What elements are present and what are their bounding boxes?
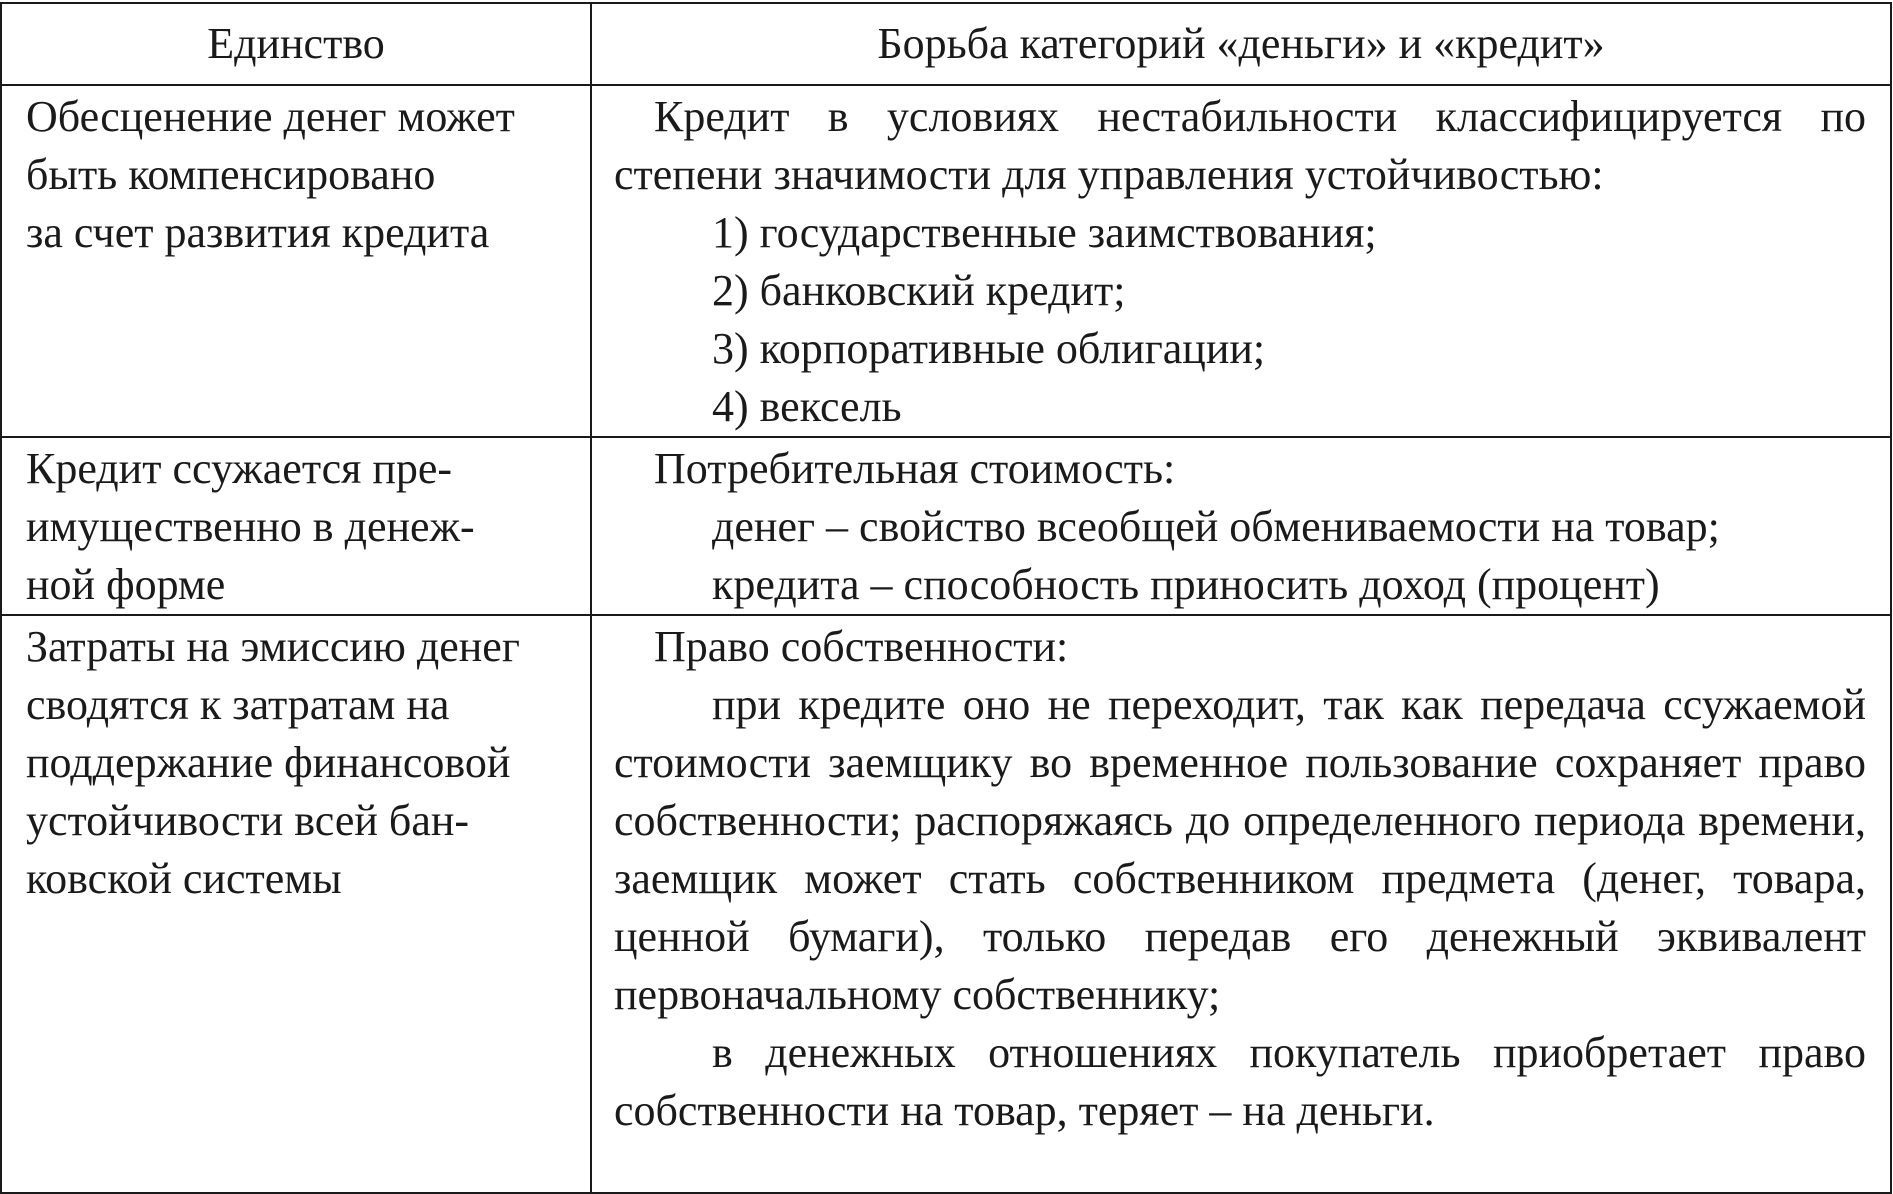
struggle-cell <box>591 437 1891 615</box>
unity-cell: Затраты на эмиссию денег сводятся к затратам на поддержание финансовой устойчивости всей бан- ковской системы <box>1 615 591 1193</box>
list-item: кредита – способность приносить доход (процент) <box>712 560 1660 609</box>
list-item: 4) вексель <box>712 382 902 431</box>
list-item: денег – свойство всеобщей обмениваемости на товар; <box>712 502 1720 551</box>
struggle-cell <box>591 615 1891 1193</box>
struggle-intro: Кредит в условиях нестабильности классифицируется по степени значимости для управления устойчивостью: <box>614 92 1866 199</box>
header-unity: Единство <box>1 3 591 85</box>
table-row <box>1 437 1891 615</box>
paragraph: в денежных отношениях покупатель приобретает право собственности на товар, теряет – на деньги. <box>614 1028 1866 1135</box>
unity-cell: Кредит ссужается пре- имущественно в денеж- ной форме <box>1 437 591 615</box>
header-row <box>1 3 1891 85</box>
list-item: 2) банковский кредит; <box>712 266 1126 315</box>
header-struggle: Борьба категорий «деньги» и «кредит» <box>591 3 1891 85</box>
struggle-cell <box>591 85 1891 437</box>
struggle-intro: Право собственности: <box>654 622 1069 671</box>
table-row <box>1 85 1891 437</box>
table-row <box>1 615 1891 1193</box>
unity-cell: Обесценение денег может быть компенсировано за счет развития кредита <box>1 85 591 437</box>
struggle-intro: Потребительная стоимость: <box>654 444 1176 493</box>
comparison-table <box>0 2 1892 1194</box>
paragraph: при кредите оно не переходит, так как передача ссужаемой стоимости заемщику во временное пользование сохраняет право собственности; распоряжаясь до определенного периода времени, заемщик может стать собственником предмета (денег, товара, ценной бумаги), только передав его денежный эквивалент первоначальному собственнику; <box>614 680 1866 1019</box>
list-item: 3) корпоративные облигации; <box>712 324 1266 373</box>
list-item: 1) государственные заимствования; <box>712 208 1377 257</box>
